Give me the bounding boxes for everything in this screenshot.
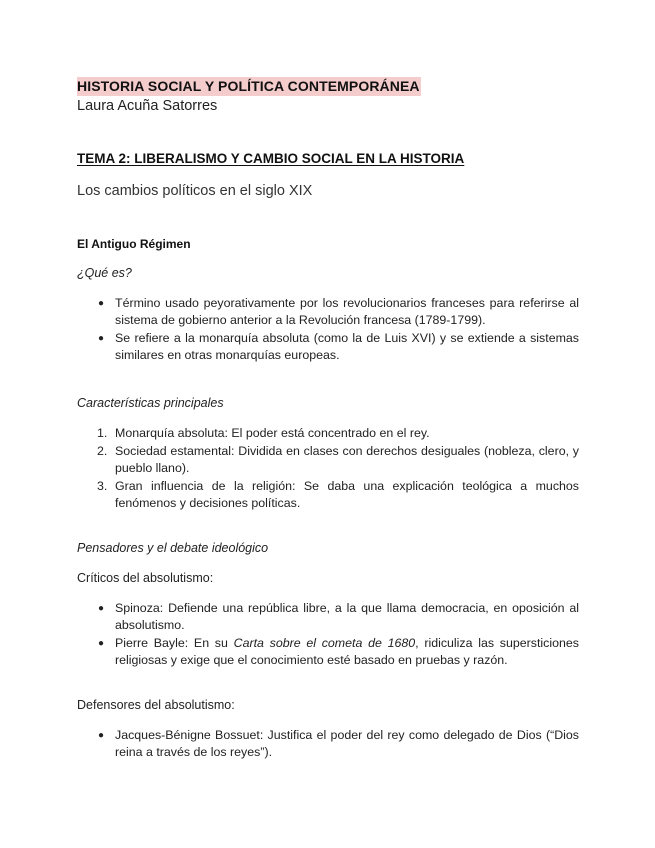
- characteristics-heading: Características principales: [77, 396, 224, 410]
- list-item: ● Término usado peyorativamente por los revolucionarios franceses para referirse al sistema de gobierno anterior a la Revolución francesa (1789-1799).: [98, 296, 579, 327]
- book-title: Carta sobre el cometa de 1680: [233, 636, 416, 650]
- list-number: 2.: [97, 444, 108, 458]
- characteristics-list: [77, 425, 579, 513]
- bullet-icon: ●: [98, 603, 105, 614]
- list-item: ● Pierre Bayle: En su Carta sobre el cometa de 1680, ridiculiza las supersticiones religiosas y exige que el conocimiento esté basado en pruebas y razón.: [98, 636, 580, 667]
- bullet-icon: ●: [98, 298, 105, 309]
- list-item: ● Spinoza: Defiende una república libre, a la que llama democracia, en oposición al absolutismo.: [98, 601, 579, 632]
- what-is-heading: ¿Qué es?: [77, 266, 132, 280]
- bullet-icon: ●: [98, 638, 105, 649]
- list-item: 3. Gran influencia de la religión: Se daba una explicación teológica a muchos fenómenos y decisiones políticas.: [97, 479, 579, 510]
- unit-title: TEMA 2: LIBERALISMO Y CAMBIO SOCIAL EN LA HISTORIA: [77, 151, 465, 166]
- defenders-list: [77, 727, 579, 762]
- what-is-list: [77, 295, 579, 365]
- defenders-label: Defensores del absolutismo:: [77, 698, 235, 712]
- list-number: 3.: [97, 479, 108, 493]
- list-item: ● Se refiere a la monarquía absoluta (como la de Luis XVI) y se extiende a sistemas similares en otras monarquías europeas.: [98, 331, 579, 362]
- author-name: Laura Acuña Satorres: [77, 98, 218, 114]
- bullet-icon: ●: [98, 333, 105, 344]
- list-item: 2. Sociedad estamental: Dividida en clases con derechos desiguales (nobleza, clero, y pueblo llano).: [97, 444, 579, 475]
- course-title: HISTORIA SOCIAL Y POLÍTICA CONTEMPORÁNEA: [77, 78, 420, 94]
- bullet-icon: ●: [98, 730, 105, 741]
- critics-label: Críticos del absolutismo:: [77, 571, 214, 585]
- list-number: 1.: [97, 426, 108, 440]
- section-title: El Antiguo Régimen: [77, 237, 191, 251]
- unit-subtitle: Los cambios políticos en el siglo XIX: [77, 183, 313, 199]
- list-item: ● Jacques-Bénigne Bossuet: Justifica el poder del rey como delegado de Dios (“Dios reina a través de los reyes”).: [98, 728, 579, 759]
- list-item: 1. Monarquía absoluta: El poder está concentrado en el rey.: [97, 426, 430, 440]
- critics-list: [77, 600, 579, 670]
- thinkers-heading: Pensadores y el debate ideológico: [77, 541, 269, 555]
